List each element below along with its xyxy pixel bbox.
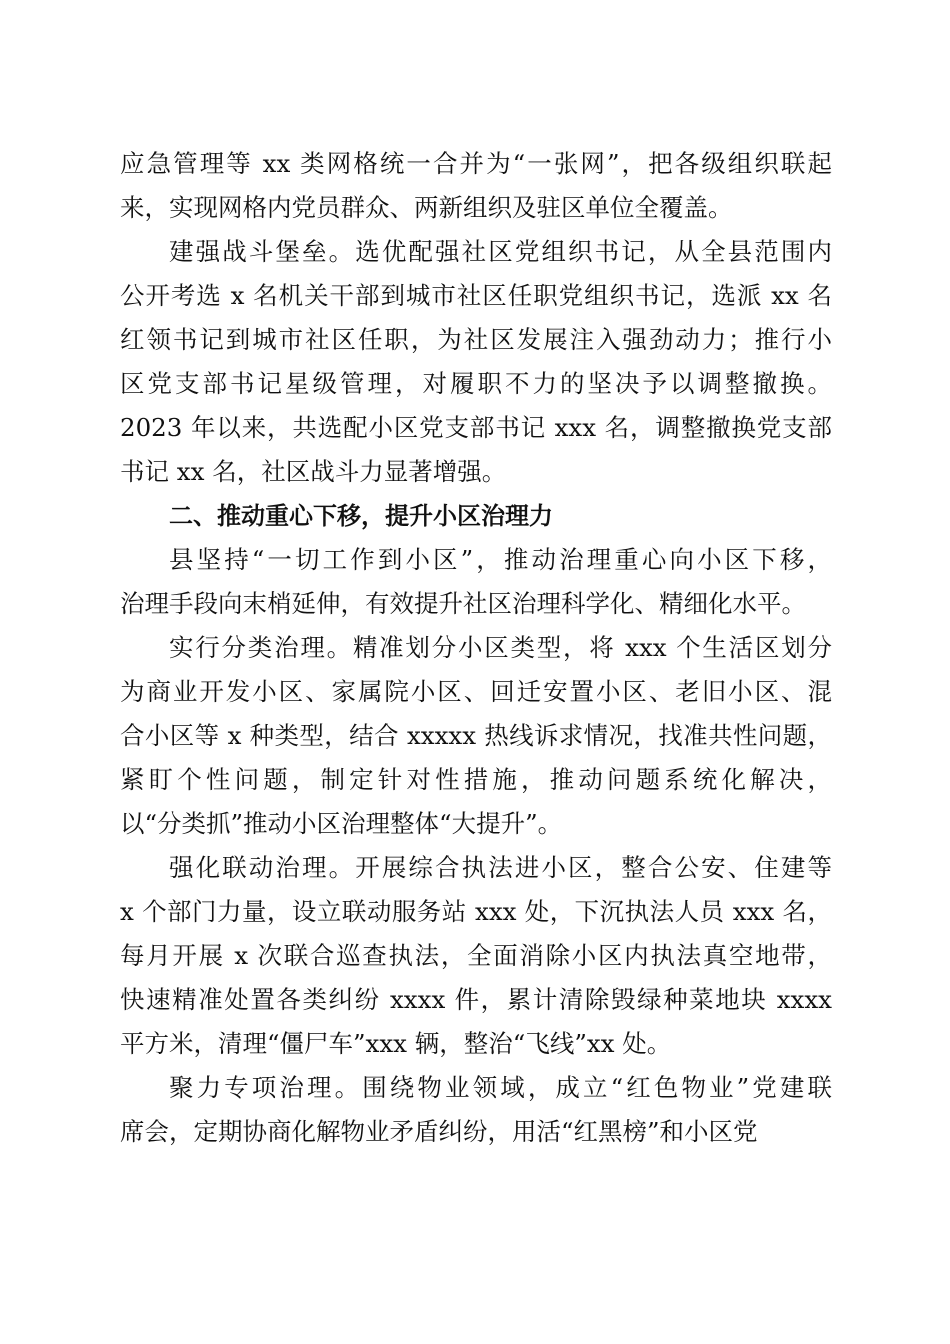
paragraph-line: 县坚持“一切工作到小区”，推动治理重心向小区下移， bbox=[169, 545, 832, 574]
section-heading bbox=[120, 494, 832, 538]
paragraph-line: 治理手段向末梢延伸，有效提升社区治理科学化、精细化水平。 bbox=[120, 589, 806, 618]
paragraph-line: 每月开展 x 次联合巡查执法，全面消除小区内执法真空地带， bbox=[120, 941, 832, 970]
paragraph-line: 公开考选 x 名机关干部到城市社区任职党组织书记，选派 xx 名 bbox=[120, 281, 832, 310]
paragraph-line: 合小区等 x 种类型，结合 xxxxx 热线诉求情况，找准共性问题， bbox=[120, 721, 832, 750]
paragraph-line: x 个部门力量，设立联动服务站 xxx 处，下沉执法人员 xxx 名， bbox=[120, 897, 832, 926]
paragraph-line: 书记 xx 名，社区战斗力显著增强。 bbox=[120, 457, 507, 486]
paragraph-line: 快速精准处置各类纠纷 xxxx 件，累计清除毁绿种菜地块 xxxx bbox=[120, 985, 832, 1014]
paragraph-line: 区党支部书记星级管理，对履职不力的坚决予以调整撤换。 bbox=[120, 369, 832, 398]
paragraph-line: 聚力专项治理。围绕物业领域，成立“红色物业”党建联 bbox=[169, 1073, 832, 1102]
paragraph-line: 建强战斗堡垒。选优配强社区党组织书记，从全县范围内 bbox=[169, 237, 832, 266]
paragraph-line: 2023 年以来，共选配小区党支部书记 xxx 名，调整撤换党支部 bbox=[120, 413, 832, 442]
paragraph-line: 实行分类治理。精准划分小区类型，将 xxx 个生活区划分 bbox=[169, 633, 832, 662]
paragraph-line: 强化联动治理。开展综合执法进小区，整合公安、住建等 bbox=[169, 853, 832, 882]
heading-text: 二、推动重心下移，提升小区治理力 bbox=[169, 502, 553, 530]
paragraph-line: 紧盯个性问题，制定针对性措施，推动问题系统化解决， bbox=[120, 765, 832, 794]
body-paragraph bbox=[120, 142, 832, 230]
body-paragraph bbox=[120, 538, 832, 626]
paragraph-line: 红领书记到城市社区任职，为社区发展注入强劲动力；推行小 bbox=[120, 325, 832, 354]
body-paragraph bbox=[120, 230, 832, 494]
document-body bbox=[120, 142, 832, 1154]
body-paragraph bbox=[120, 846, 832, 1066]
paragraph-line: 席会，定期协商化解物业矛盾纠纷，用活“红黑榜”和小区党 bbox=[120, 1117, 758, 1146]
paragraph-line: 来，实现网格内党员群众、两新组织及驻区单位全覆盖。 bbox=[120, 193, 733, 222]
body-paragraph bbox=[120, 1066, 832, 1154]
paragraph-line: 应急管理等 xx 类网格统一合并为“一张网”，把各级组织联起 bbox=[120, 149, 832, 178]
paragraph-line: 以“分类抓”推动小区治理整体“大提升”。 bbox=[120, 809, 563, 838]
paragraph-line: 平方米，清理“僵尸车”xxx 辆，整治“飞线”xx 处。 bbox=[120, 1029, 672, 1058]
body-paragraph bbox=[120, 626, 832, 846]
paragraph-line: 为商业开发小区、家属院小区、回迁安置小区、老旧小区、混 bbox=[120, 677, 832, 706]
